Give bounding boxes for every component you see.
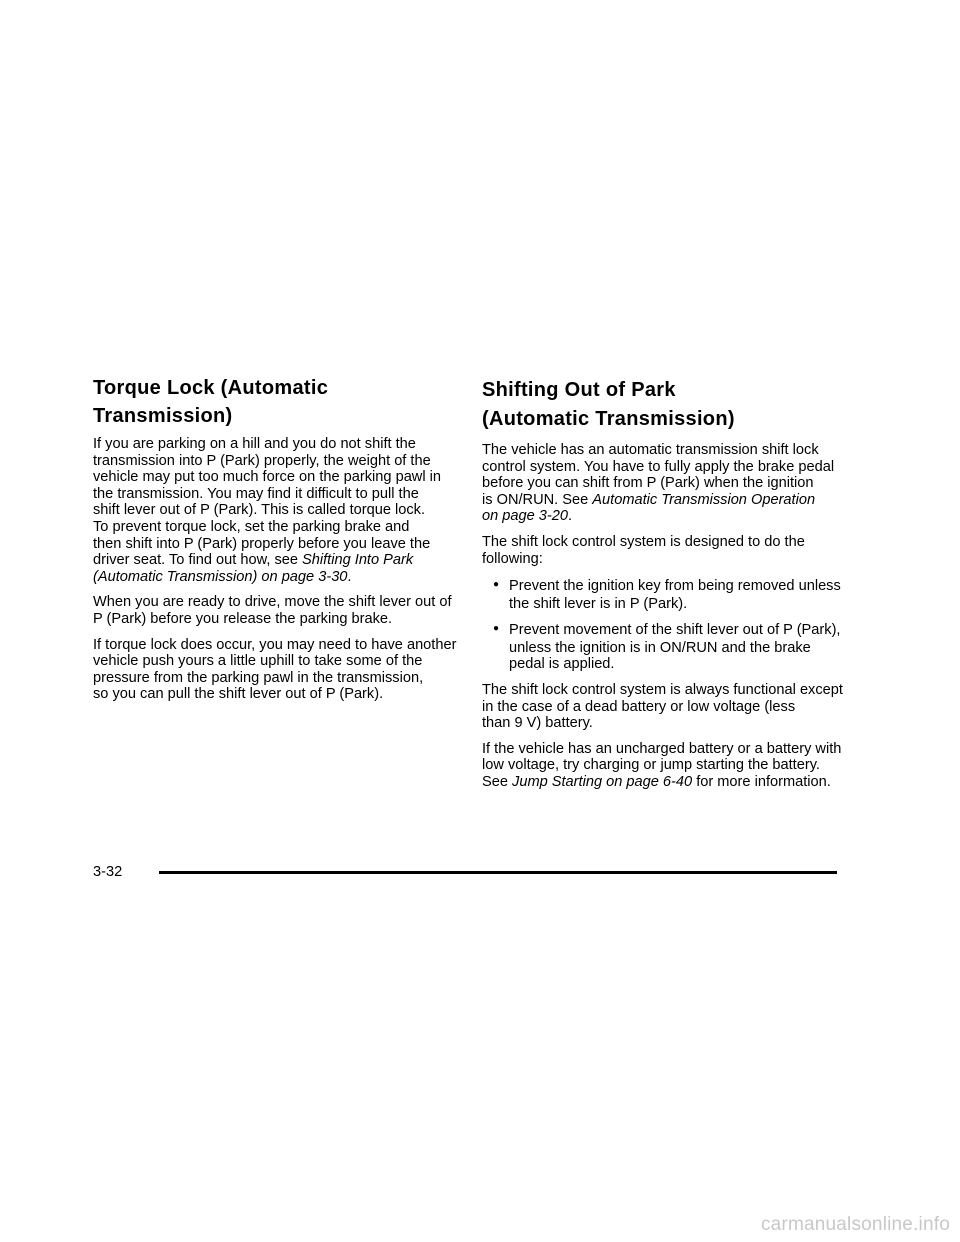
text-line: Prevent the ignition key from being removed unless — [509, 578, 841, 595]
text-line: following: — [482, 550, 543, 567]
text-line: vehicle may put too much force on the parking pawl in — [93, 469, 442, 486]
paragraph-uncharged-battery — [482, 741, 847, 791]
text-line: transmission into P (Park) properly, the weight of the — [93, 452, 431, 469]
paragraph-torque-lock-intro — [93, 436, 463, 585]
page-footer — [93, 862, 837, 882]
text-line: pedal is applied. — [509, 656, 615, 673]
text-line: If torque lock does occur, you may need to have another — [93, 636, 457, 653]
left-column — [93, 374, 463, 712]
text-line: the transmission. You may find it difficult to pull the — [93, 485, 419, 502]
heading-line: (Automatic Transmission) — [482, 408, 735, 430]
text-line: The shift lock control system is designed to do the — [482, 533, 805, 550]
text-fragment: is ON/RUN. See — [482, 491, 593, 508]
text-line: If you are parking on a hill and you do not shift the — [93, 436, 416, 452]
text-fragment: See — [482, 773, 513, 790]
text-line: If the vehicle has an uncharged battery or a battery with — [482, 740, 842, 757]
cross-reference-link-automatic-transmission-operation-cont[interactable]: on page 3-20 — [482, 508, 569, 525]
paragraph-shift-lock-functional — [482, 682, 847, 732]
text-line: When you are ready to drive, move the shift lever out of — [93, 594, 452, 611]
list-item — [493, 620, 847, 673]
cross-reference-link-shifting-into-park-cont[interactable]: (Automatic Transmission) on page 3-30 — [93, 568, 348, 585]
paragraph-shift-lock-intro — [482, 442, 847, 525]
page-number: 3-32 — [93, 864, 123, 880]
cross-reference-link-automatic-transmission-operation[interactable]: Automatic Transmission Operation — [592, 491, 816, 508]
text-line: P (Park) before you release the parking brake. — [93, 610, 393, 627]
text-line: vehicle push yours a little uphill to take some of the — [93, 653, 423, 670]
text-fragment: . — [568, 508, 573, 525]
text-line — [482, 492, 847, 509]
text-line — [482, 508, 847, 525]
list-item — [493, 576, 847, 613]
bullet-icon: ● — [493, 622, 500, 634]
heading-line: Shifting Out of Park — [482, 379, 676, 401]
paragraph-torque-lock-occurs — [93, 637, 463, 703]
text-line: before you can shift from P (Park) when the ignition — [482, 475, 814, 492]
cross-reference-link-shifting-into-park[interactable]: Shifting Into Park — [302, 552, 414, 569]
watermark: carmanualsonline.info — [760, 1214, 950, 1235]
text-line: Prevent movement of the shift lever out of P (Park), — [509, 621, 841, 638]
paragraph-shift-lock-designed — [482, 534, 847, 567]
text-line — [93, 552, 463, 569]
bullet-icon: ● — [493, 579, 500, 591]
section-heading-torque-lock: Torque Lock (Automatic Transmission) — [93, 377, 329, 427]
bullet-list — [482, 576, 847, 673]
text-fragment: . — [347, 568, 352, 585]
cross-reference-link-jump-starting[interactable]: Jump Starting on page 6-40 — [512, 773, 693, 790]
paragraph-ready-to-drive — [93, 594, 463, 627]
text-line — [93, 569, 463, 586]
text-line: than 9 V) battery. — [482, 715, 593, 732]
text-line: so you can pull the shift lever out of P (Park). — [93, 686, 384, 703]
text-line: To prevent torque lock, set the parking brake and — [93, 518, 410, 535]
footer-rule — [159, 871, 837, 874]
text-line — [482, 774, 847, 791]
text-line: in the case of a dead battery or low voltage (less — [482, 698, 796, 715]
right-column — [482, 374, 847, 800]
text-line: control system. You have to fully apply the brake pedal — [482, 458, 835, 475]
text-line: The vehicle has an automatic transmission shift lock — [482, 442, 819, 458]
text-fragment: driver seat. To find out how, see — [93, 552, 303, 569]
text-line: pressure from the parking pawl in the transmission, — [93, 669, 424, 686]
text-line: shift lever out of P (Park). This is called torque lock. — [93, 502, 426, 519]
text-fragment: for more information. — [692, 773, 831, 790]
text-line: The shift lock control system is always functional except — [482, 681, 843, 698]
section-heading-shifting-out-of-park — [482, 376, 847, 434]
text-line: unless the ignition is in ON/RUN and the brake — [509, 639, 811, 656]
text-line: low voltage, try charging or jump starting the battery. — [482, 757, 820, 774]
text-line: the shift lever is in P (Park). — [509, 596, 688, 613]
text-line: then shift into P (Park) properly before you leave the — [93, 535, 431, 552]
